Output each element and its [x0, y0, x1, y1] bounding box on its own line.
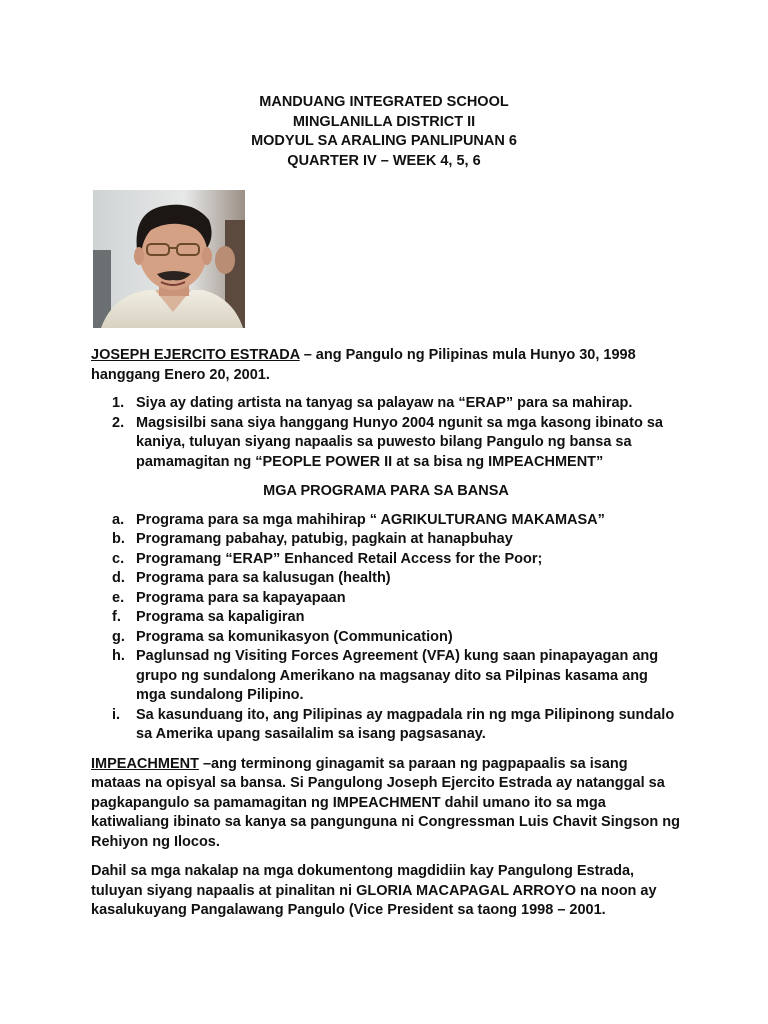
- list-marker: c.: [112, 550, 125, 567]
- list-item-text: Paglunsad ng Visiting Forces Agreement (VFA) kung saan pinapayagan ang grupo ng sundalong Amerikano na magsanay dito sa Pilpinas kasama ang mga sundalong Pilipino.: [136, 648, 659, 703]
- programs-heading: MGA PROGRAMA PARA SA BANSA: [263, 483, 509, 499]
- list-item-text: Sa kasunduang ito, ang Pilipinas ay magpadala rin ng mga Pilipinong sundalo sa Amerika upang sasailalim sa isang pagsasanay.: [136, 706, 675, 742]
- list-marker: i.: [112, 706, 121, 723]
- list-item: [91, 589, 681, 609]
- list-marker: h.: [112, 648, 125, 664]
- module-title: MODYUL SA ARALING PANLIPUNAN 6: [251, 133, 517, 149]
- list-marker: a.: [112, 511, 125, 528]
- list-item: [91, 608, 681, 628]
- list-item: [91, 394, 681, 414]
- impeachment-term: IMPEACHMENT: [91, 755, 199, 772]
- list-item: [91, 550, 681, 570]
- list-item: [91, 569, 681, 589]
- list-item-text: Programa para sa mga mahihirap “ AGRIKULTURANG MAKAMASA”: [136, 511, 605, 528]
- list-item-text: Programa para sa kapayapaan: [136, 589, 346, 606]
- impeachment-text: –ang terminong ginagamit sa paraan ng pagpapaalis sa isang mataas na opisyal sa bansa. Si Pangulong Joseph Ejercito Estrada ay natanggal sa pagkapangulo sa pamamagitan ng IMPEACHMENT dahil umano ito sa mga katiwaliang ibinato sa kanya sa pangunguna ni Congressman Luis Chavit Singson ng Rehiyon ng Ilocos.: [91, 755, 680, 850]
- quarter-week: QUARTER IV – WEEK 4, 5, 6: [287, 152, 481, 169]
- document-header: [0, 93, 768, 171]
- list-item: [91, 706, 681, 745]
- list-item-text: Programa sa komunikasyon (Communication): [136, 628, 453, 645]
- portrait-photo: [93, 190, 245, 328]
- list-marker: 1.: [112, 395, 125, 411]
- intro-text: – ang Pangulo ng Pilipinas mula Hunyo 30, 1998 hanggang Enero 20, 2001.: [91, 347, 636, 383]
- list-marker: 2.: [112, 414, 125, 431]
- school-name: MANDUANG INTEGRATED SCHOOL: [259, 94, 509, 110]
- document-body: [91, 346, 681, 921]
- list-item-text: Programa sa kapaligiran: [136, 609, 305, 625]
- list-item-text: Programang “ERAP” Enhanced Retail Access for the Poor;: [136, 550, 543, 567]
- list-marker: g.: [112, 628, 125, 645]
- programs-list: [91, 511, 681, 745]
- list-item: [91, 647, 681, 706]
- facts-list: [91, 394, 681, 472]
- list-marker: f.: [112, 609, 121, 625]
- list-item-text: Programa para sa kalusugan (health): [136, 570, 391, 586]
- list-item-text: Programang pabahay, patubig, pagkain at hanapbuhay: [136, 531, 513, 547]
- list-item: [91, 414, 681, 473]
- list-marker: e.: [112, 589, 125, 606]
- list-marker: d.: [112, 570, 125, 586]
- district-name: MINGLANILLA DISTRICT II: [292, 113, 476, 130]
- list-marker: b.: [112, 531, 125, 547]
- list-item: [91, 628, 681, 648]
- list-item-text: Magsisilbi sana siya hanggang Hunyo 2004 ngunit sa mga kasong ibinato sa kaniya, tuluyan siyang napaalis sa puwesto bilang Pangulo ng bansa sa pamamagitan ng “PEOPLE POWER II at sa bisa ng IMPEACHMENT”: [136, 414, 663, 470]
- list-item: [91, 530, 681, 550]
- impeachment-paragraph: [91, 755, 681, 853]
- closing-paragraph: Dahil sa mga nakalap na mga dokumentong magdidiin kay Pangulong Estrada, tuluyan siyang napaalis at pinalitan ni GLORIA MACAPAGAL ARROYO na noon ay kasalukuyang Pangalawang Pangulo (Vice President sa taong 1998 – 2001.: [91, 863, 657, 918]
- list-item-text: Siya ay dating artista na tanyag sa palayaw na “ERAP” para sa mahirap.: [136, 395, 633, 411]
- intro-paragraph: [91, 346, 681, 385]
- list-item: [91, 511, 681, 531]
- president-name: JOSEPH EJERCITO ESTRADA: [91, 347, 300, 363]
